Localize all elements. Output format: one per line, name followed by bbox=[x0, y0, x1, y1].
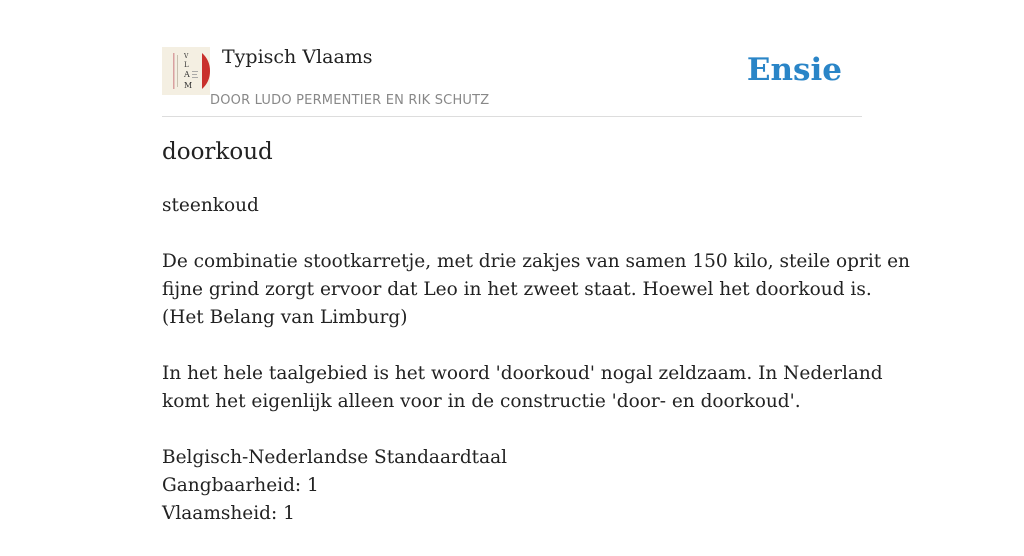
svg-text:M: M bbox=[184, 81, 193, 90]
definition bbox=[162, 192, 862, 220]
svg-text:L: L bbox=[184, 61, 189, 69]
note-line: komt het eigenlijk alleen voor in de constructie 'door- en doorkoud'. bbox=[162, 391, 801, 412]
standard-info bbox=[162, 444, 862, 528]
avatar[interactable] bbox=[162, 47, 210, 95]
example-line: De combinatie stootkarretje, met drie zakjes van samen 150 kilo, steile oprit en bbox=[162, 251, 910, 272]
page-header bbox=[162, 44, 862, 117]
page-title: doorkoud bbox=[162, 139, 273, 165]
example-line: fijne grind zorgt ervoor dat Leo in het zweet staat. Hoewel het doorkoud is. bbox=[162, 279, 872, 300]
entry-content bbox=[162, 192, 910, 556]
note-line: In het hele taalgebied is het woord 'doorkoud' nogal zeldzaam. In Nederland bbox=[162, 363, 883, 384]
example-quote bbox=[162, 248, 910, 332]
usage-note bbox=[162, 360, 883, 416]
svg-text:A: A bbox=[184, 70, 190, 79]
source-name[interactable]: Typisch Vlaams bbox=[222, 46, 373, 68]
svg-text:V: V bbox=[184, 53, 189, 60]
typisch-vlaams-logo-icon bbox=[162, 47, 210, 95]
definition-text: steenkoud bbox=[162, 195, 259, 216]
example-source: (Het Belang van Limburg) bbox=[162, 307, 408, 328]
standard-label: Belgisch-Nederlandse Standaardtaal bbox=[162, 447, 508, 468]
brand-logo[interactable]: Ensie bbox=[746, 52, 842, 88]
gangbaarheid: Gangbaarheid: 1 bbox=[162, 475, 319, 496]
byline: DOOR LUDO PERMENTIER EN RIK SCHUTZ bbox=[210, 93, 490, 108]
vlaamsheid: Vlaamsheid: 1 bbox=[162, 503, 295, 524]
